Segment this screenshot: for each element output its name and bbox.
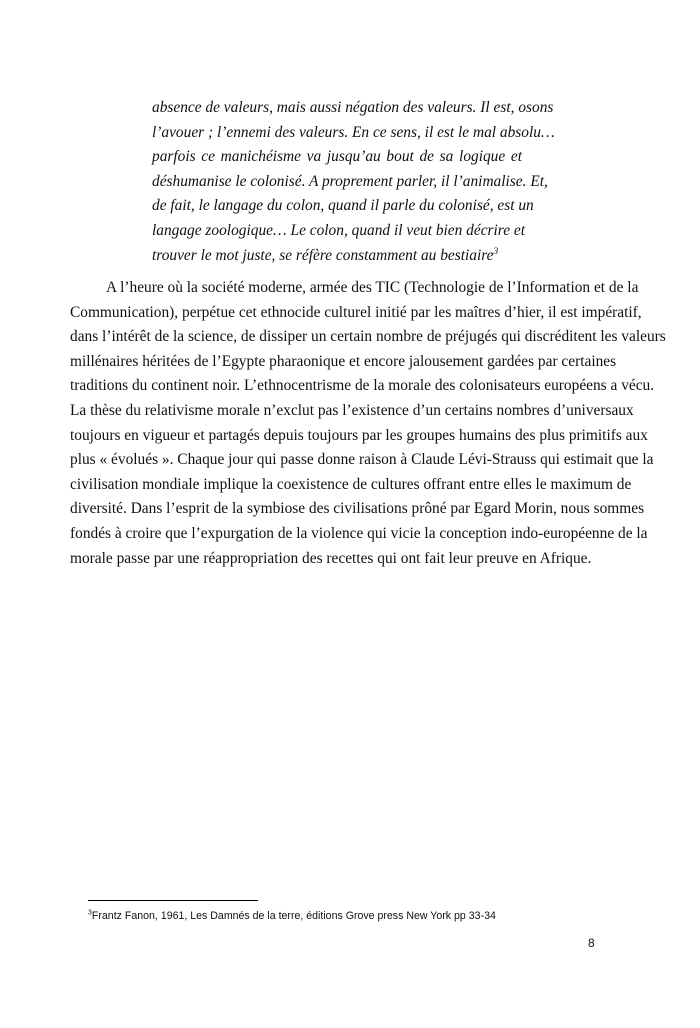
footnote-reference[interactable]: 3 <box>493 246 499 257</box>
footnote-separator <box>88 900 258 901</box>
quote-line: de fait, le langage du colon, quand il parle du colonisé, est un <box>152 197 534 215</box>
body-line: morale passe par une réappropriation des recettes qui ont fait leur preuve en Afrique. <box>70 549 592 567</box>
footnote <box>88 910 496 922</box>
footnote-text: Frantz Fanon, 1961, Les Damnés de la terre, éditions Grove press New York pp 33-34 <box>91 910 496 922</box>
body-line: civilisation mondiale implique la coexistence de cultures offrant entre elles le maximum de <box>70 475 632 493</box>
body-paragraph <box>70 276 666 571</box>
body-line: diversité. Dans l’esprit de la symbiose des civilisations prôné par Egard Morin, nous sommes <box>70 500 645 518</box>
page-number: 8 <box>588 936 595 950</box>
body-line: fondés à croire que l’expurgation de la violence qui vicie la conception indo-européenne de la <box>70 524 648 542</box>
quote-line: l’avouer ; l’ennemi des valeurs. En ce sens, il est le mal absolu… <box>152 123 555 141</box>
quote-last-line <box>152 244 522 269</box>
body-line: dans l’intérêt de la science, de dissiper un certain nombre de préjugés qui discréditent les valeurs <box>70 328 666 346</box>
quote-line: déshumanise le colonisé. A proprement parler, il l’animalise. Et, <box>152 172 548 190</box>
body-line: plus « évolués ». Chaque jour qui passe donne raison à Claude Lévi-Strauss qui estimait que la <box>70 451 654 469</box>
quote-line: langage zoologique… Le colon, quand il veut bien décrire et <box>152 221 526 239</box>
quote-line: absence de valeurs, mais aussi négation des valeurs. Il est, osons <box>152 99 554 116</box>
footnote-number: 3 <box>88 909 92 917</box>
quote-line-text: trouver le mot juste, se réfère constamment au bestiaire <box>152 246 494 264</box>
body-line: millénaires héritées de l’Egypte pharaonique et encore jalousement gardées par certaines <box>70 352 617 370</box>
body-line: toujours en vigueur et partagés depuis toujours par les groupes humains des plus primitifs aux <box>70 426 648 444</box>
body-line: La thèse du relativisme morale n’exclut pas l’existence d’un certains nombres d’universaux <box>70 401 634 419</box>
body-line: A l’heure où la société moderne, armée des TIC (Technologie de l’Information et de la <box>106 279 639 296</box>
body-line: Communication), perpétue cet ethnocide culturel initié par les maîtres d’hier, il est impératif, <box>70 303 642 321</box>
quote-line: parfois ce manichéisme va jusqu’au bout de sa logique et <box>152 148 522 166</box>
block-quote <box>152 96 555 268</box>
body-line: traditions du continent noir. L’ethnocentrisme de la morale des colonisateurs européens a vécu. <box>70 377 655 395</box>
